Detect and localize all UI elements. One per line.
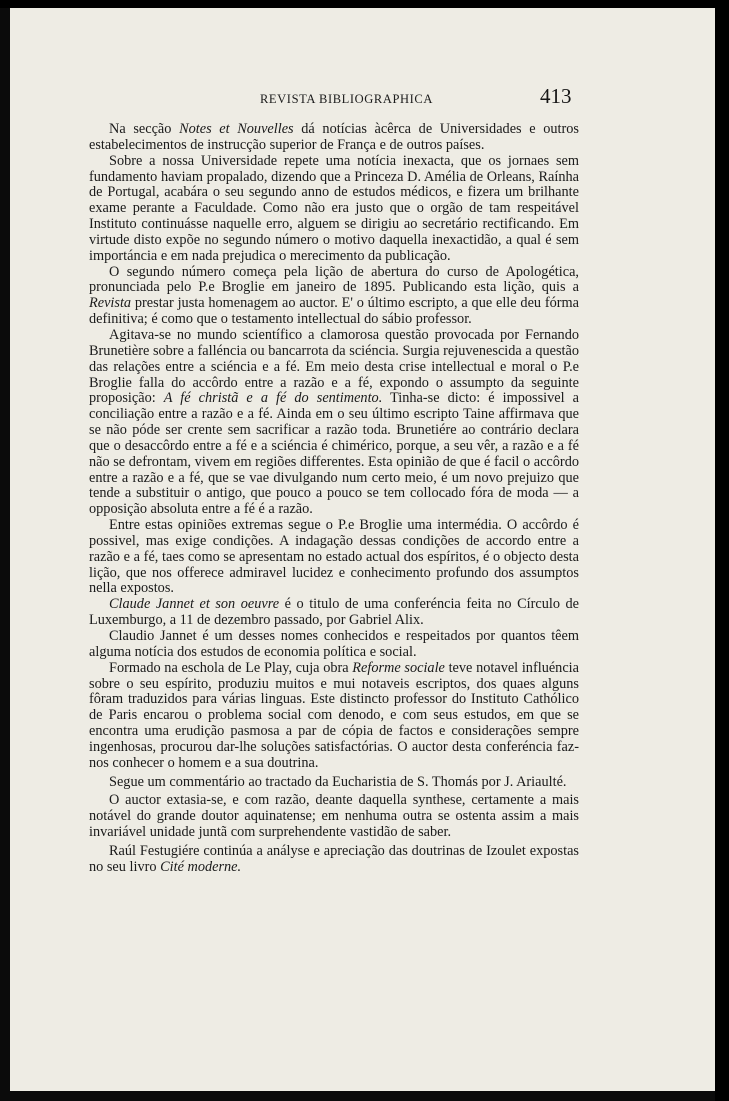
text-run: prestar justa homenagem ao auctor. E' o último escripto, a que elle deu fórma definitiva; é como que o testamento intellectual do sábio professor. [89,295,579,328]
text-run: O segundo número começa pela lição de abertura do curso de Apologética, pronunciada pelo P.e Broglie em janeiro de 1895. Publicando esta lição, quis a [89,263,579,296]
text-run: O auctor extasia-se, e com razão, deante daquella synthese, certamente a mais notável do grande doutor aquinatense; em nenhuma outra se ostenta assim a mais invariável unidade juntã com surprehendente vastidão de saber. [89,792,579,841]
italic-run: Reforme sociale [352,659,445,676]
page-number: 413 [540,84,572,108]
paragraph [89,122,579,154]
paragraph [89,661,579,772]
italic-run: Revista [89,295,132,312]
text-run: Sobre a nossa Universidade repete uma notícia inexacta, que os jornaes sem fundamento haviam propalado, dizendo que a Princeza D. Amélia de Orleans, Raínha de Portugal, acabára o seu segundo anno de estudos médicos, e fizera um brilhante exame perante a Faculdade. Como não era justo que o orgão de tam respeitável Instituto continuásse naquelle erro, alguem se dirigiu ao secretário rectificando. Em virtude disto expõe no segundo número o motivo daquella inexactidão, a qual é sem importáncia e em nada prejudica o merecimento da publicação. [89,152,579,264]
text-run: Entre estas opiniões extremas segue o P.e Broglie uma intermédia. O accôrdo é possivel, mas exige condições. A indagação dessas condições de accordo entre a razão e a fé, taes como se apresentam no estado actual dos espíritos, é o objecto desta lição, que nos offerece admiravel lucidez e conhecimento profundo dos assumptos nella expostos. [89,517,579,597]
paragraph [89,328,579,518]
paragraph [89,597,579,629]
text-run: Agitava-se no mundo scientífico a clamorosa questão provocada por Fernando Brunetière sobre a falléncia ou bancarrota da sciéncia. Surgia rejuvenescida a questão das relações entre a sciéncia e a fé. Em meio desta crise intellectual e moral o P.e Broglie falla do accôrdo entre a razão e a fé, expondo o assumpto da seguinte proposição: [89,326,579,407]
italic-run: Claude Jannet et son oeuvre [109,596,280,613]
text-run: Segue um commentário ao tractado da Eucharistia de S. Thomás por J. Ariaulté. [109,773,567,790]
running-title: REVISTA BIBLIOGRAPHICA [260,92,433,106]
book-page [10,8,715,1091]
paragraph [89,518,579,597]
paragraph [89,775,579,791]
text-run: dá notícias àcêrca de Universidades e outros estabelecimentos de instrucção superior de França e de outros países. [89,121,579,153]
italic-run: A fé christã e a fé do sentimento. [163,390,383,407]
italic-run: Notes et Nouvelles [179,121,294,137]
text-run: Formado na escholа de Le Play, cuja obra [109,659,353,676]
italic-run: Cité moderne. [160,858,242,875]
text-run: é o titulo de uma conferéncia feita no Círculo de Luxemburgo, a 11 de dezembro passado, por Gabriel Alix. [89,596,579,629]
scan-border-right [715,0,729,1101]
body-text [89,122,579,876]
paragraph [89,265,579,328]
paragraph [89,629,579,661]
running-head [10,84,715,114]
paragraph [89,154,579,265]
text-run: teve notavel influéncia sobre o seu espírito, produziu muitos e mui notaveis escriptos, dos quaes alguns fôram traduzidos para várias linguas. Este distincto professor do Instituto Cathólico de Paris encarou o problema social com denodo, e com seus estudos, em que se encontra uma erudição pasmosa a par de cópia de factos e considerações sempre ingenhosas, procurou dar-lhe soluções satisfactórias. O auctor desta conferéncia faz-nos conhecer o homem e a sua doutrina. [89,659,579,771]
scan-border-top [0,0,729,8]
text-run: Claudio Jannet é um desses nomes conhecidos e respeitados por quantos têem alguma notícia dos estudos de economia política e social. [89,628,579,660]
paragraph [89,844,579,876]
text-run: Na secção [109,121,180,137]
text-run: Raúl Festugiére continúa a anályse e apreciação das doutrinas de Izoulet expostas no seu livro [89,842,579,875]
paragraph [89,793,579,841]
text-run: Tinha-se dicto: é impossivel a conciliação entre a razão e a fé. Ainda em o seu último escripto Taine affirmava que se não póde ser crente sem sacrificar a razão toda. Brunetiére ao contrário declara que o desaccôrdo entre a fé e a sciéncia é chimérico, porque, a seu vêr, a razão e a fé não se defrontam, vivem em regiões differentes. Esta opinião de que é facil o accôrdo entre a razão e a fé, que se vae divulgando num certo meio, é um novo prejuizo que tende a substituir o antigo, que pouco a pouco se tem collocado fóra de moda — a opposição absoluta entre a fé é a razão. [89,390,579,518]
